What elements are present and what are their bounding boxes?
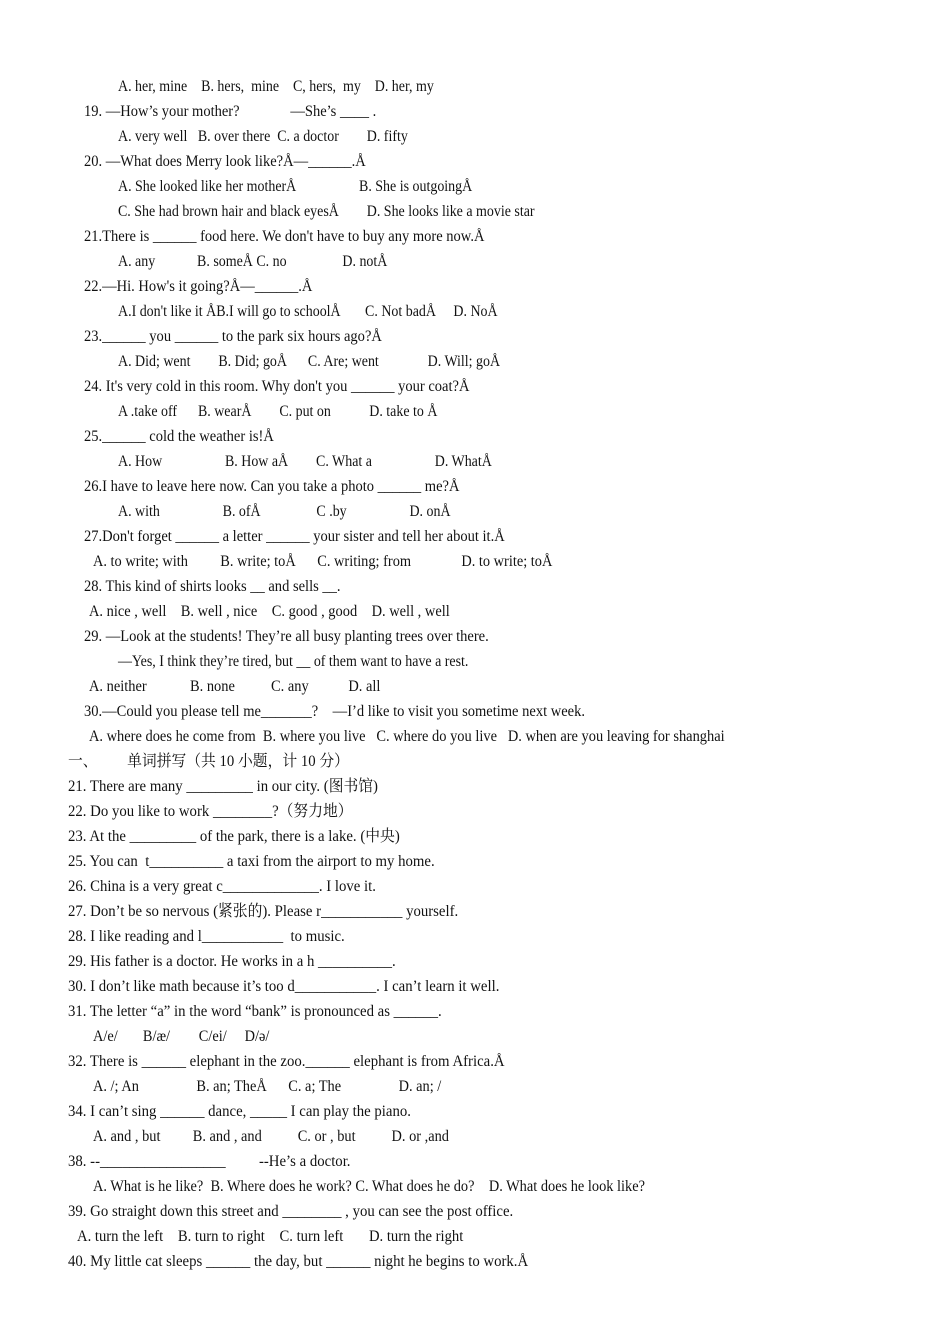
q26-question: 26.I have to leave here now. Can you take a photo ______ me?Å: [84, 478, 460, 495]
q24-question: 24. It's very cold in this room. Why don't you ______ your coat?Å: [84, 378, 470, 395]
q25-options: A. How B. How aÅ C. What a D. WhatÅ: [118, 453, 492, 470]
q29-reply: —Yes, I think they’re tired, but __ of them want to have a rest.: [118, 653, 469, 670]
spelling-30: 30. I don’t like math because it’s too d___________. I can’t learn it well.: [68, 978, 500, 995]
q25-question: 25.______ cold the weather is!Å: [84, 428, 274, 445]
q29-options: A. neither B. none C. any D. all: [89, 678, 381, 695]
q23-options: A. Did; went B. Did; goÅ C. Are; went D. Will; goÅ: [118, 353, 501, 370]
q28-question: 28. This kind of shirts looks __ and sells __.: [84, 578, 341, 595]
q26-options: A. with B. ofÅ C .by D. onÅ: [118, 503, 451, 520]
section-heading: 一、 单词拼写（共 10 小题，计 10 分）: [68, 753, 349, 770]
q23-question: 23.______ you ______ to the park six hours ago?Å: [84, 328, 382, 345]
q22-options: A.I don't like it ÅB.I will go to schoolÅ C. Not badÅ D. NoÅ: [118, 303, 498, 320]
q27-options: A. to write; with B. write; toÅ C. writing; from D. to write; toÅ: [93, 553, 553, 570]
spelling-28: 28. I like reading and l___________ to music.: [68, 928, 345, 945]
spelling-27: 27. Don’t be so nervous (紧张的). Please r___________ yourself.: [68, 903, 459, 920]
q38-question: 38. --_________________ --He’s a doctor.: [68, 1153, 351, 1170]
q19-question: 19. —How’s your mother? —She’s ____ .: [84, 103, 377, 120]
spelling-25: 25. You can t__________ a taxi from the airport to my home.: [68, 853, 435, 870]
q31-question: 31. The letter “a” in the word “bank” is pronounced as ______.: [68, 1003, 442, 1020]
q34-options: A. and , but B. and , and C. or , but D. or ,and: [93, 1128, 449, 1145]
q19-options: A. very well B. over there C. a doctor D. fifty: [118, 128, 408, 145]
q32-options: A. /; An B. an; TheÅ C. a; The D. an; /: [93, 1078, 442, 1095]
spelling-29: 29. His father is a doctor. He works in a h __________.: [68, 953, 396, 970]
q24-options: A .take off B. wearÅ C. put on D. take to Å: [118, 403, 438, 420]
q21-options: A. any B. someÅ C. no D. notÅ: [118, 253, 388, 270]
q30-options: A. where does he come from B. where you live C. where do you live D. when are you leaving for shanghai: [89, 728, 725, 745]
q40-question: 40. My little cat sleeps ______ the day, but ______ night he begins to work.Å: [68, 1253, 529, 1270]
q29-question: 29. —Look at the students! They’re all busy planting trees over there.: [84, 628, 489, 645]
spelling-26: 26. China is a very great c_____________. I love it.: [68, 878, 376, 895]
q38-options: A. What is he like? B. Where does he work? C. What does he do? D. What does he look like?: [93, 1178, 645, 1195]
q20-options-ab: A. She looked like her motherÅ B. She is outgoingÅ: [118, 178, 473, 195]
q20-question: 20. —What does Merry look like?Å—______.Å: [84, 153, 366, 170]
q31-options: A/e/ B/æ/ C/ei/ D/ə/: [93, 1028, 270, 1045]
q34-question: 34. I can’t sing ______ dance, _____ I can play the piano.: [68, 1103, 411, 1120]
spelling-23: 23. At the _________ of the park, there is a lake. (中央): [68, 828, 400, 845]
q22-question: 22.—Hi. How's it going?Å—______.Å: [84, 278, 313, 295]
q39-options: A. turn the left B. turn to right C. turn left D. turn the right: [77, 1228, 464, 1245]
q32-question: 32. There is ______ elephant in the zoo.______ elephant is from Africa.Å: [68, 1053, 505, 1070]
q39-question: 39. Go straight down this street and ________ , you can see the post office.: [68, 1203, 514, 1220]
worksheet-page: [0, 74, 950, 1274]
q27-question: 27.Don't forget ______ a letter ______ your sister and tell her about it.Å: [84, 528, 505, 545]
q21-question: 21.There is ______ food here. We don't have to buy any more now.Å: [84, 228, 485, 245]
q30-question: 30.—Could you please tell me_______? —I’d like to visit you sometime next week.: [84, 703, 585, 720]
q20-options-cd: C. She had brown hair and black eyesÅ D. She looks like a movie star: [118, 203, 535, 220]
spelling-22: 22. Do you like to work ________?（努力地）: [68, 803, 353, 820]
q28-options: A. nice , well B. well , nice C. good , good D. well , well: [89, 603, 450, 620]
spelling-21: 21. There are many _________ in our city. (图书馆): [68, 778, 378, 795]
q18-options: A. her, mine B. hers, mine C, hers, my D. her, my: [118, 78, 434, 95]
